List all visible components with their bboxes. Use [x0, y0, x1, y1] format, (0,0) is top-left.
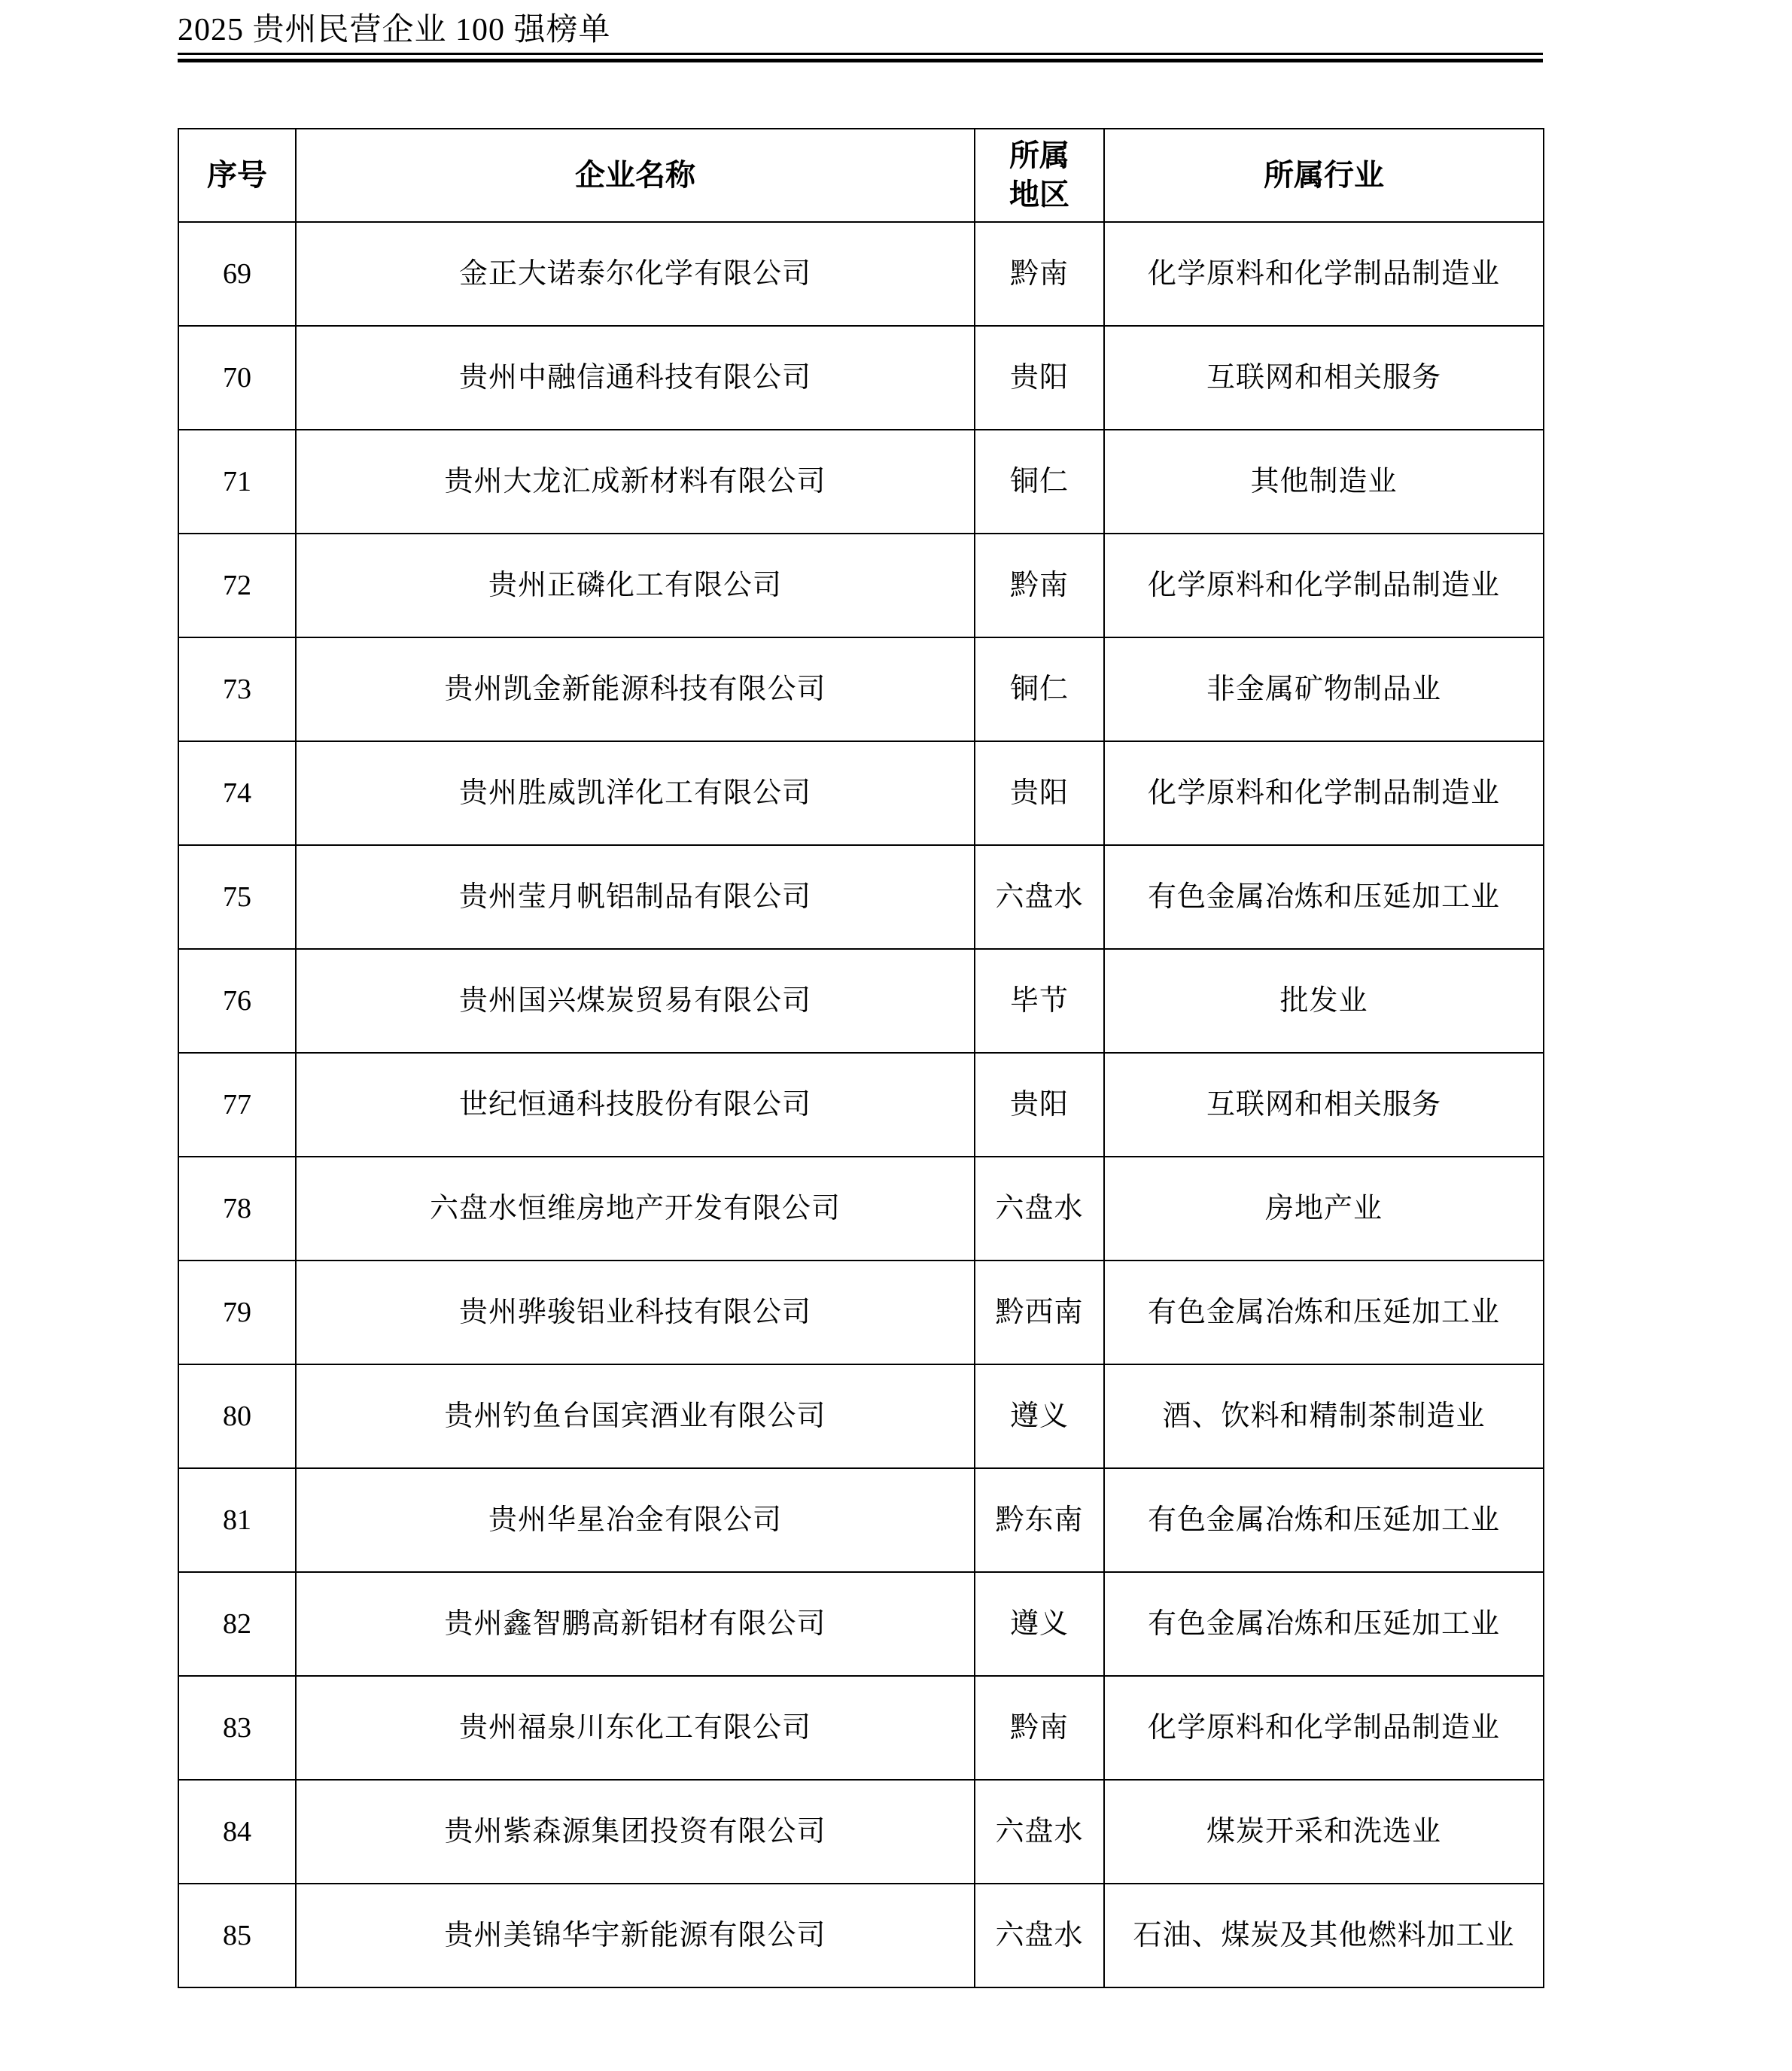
cell-enterprise-name: 贵州国兴煤炭贸易有限公司: [296, 949, 975, 1053]
cell-region: 黔西南: [975, 1261, 1104, 1364]
cell-region: 黔南: [975, 534, 1104, 637]
cell-rank: 70: [178, 326, 296, 430]
cell-rank: 84: [178, 1780, 296, 1884]
cell-region: 毕节: [975, 949, 1104, 1053]
header-double-rule: [178, 53, 1543, 62]
cell-region: 黔南: [975, 222, 1104, 326]
cell-rank: 80: [178, 1364, 296, 1468]
cell-industry: 非金属矿物制品业: [1104, 637, 1544, 741]
cell-region: 贵阳: [975, 1053, 1104, 1157]
table-row: [178, 949, 1544, 1053]
cell-industry: 煤炭开采和洗选业: [1104, 1780, 1544, 1884]
cell-industry: 化学原料和化学制品制造业: [1104, 741, 1544, 845]
cell-industry: 有色金属冶炼和压延加工业: [1104, 1261, 1544, 1364]
cell-enterprise-name: 贵州莹月帆铝制品有限公司: [296, 845, 975, 949]
cell-rank: 76: [178, 949, 296, 1053]
page-header: [178, 11, 1543, 62]
cell-rank: 69: [178, 222, 296, 326]
table-row: [178, 741, 1544, 845]
table-header: [178, 129, 1544, 222]
table-row: [178, 1364, 1544, 1468]
column-header-region-line2: 地区: [1009, 178, 1069, 212]
cell-enterprise-name: 贵州中融信通科技有限公司: [296, 326, 975, 430]
table-row: [178, 1157, 1544, 1261]
cell-industry: 化学原料和化学制品制造业: [1104, 534, 1544, 637]
column-header-region-line1: 所属: [1009, 138, 1069, 173]
table-row: [178, 1468, 1544, 1572]
cell-enterprise-name: 贵州大龙汇成新材料有限公司: [296, 430, 975, 534]
cell-enterprise-name: 贵州正磷化工有限公司: [296, 534, 975, 637]
cell-region: 六盘水: [975, 1780, 1104, 1884]
cell-rank: 78: [178, 1157, 296, 1261]
cell-enterprise-name: 金正大诺泰尔化学有限公司: [296, 222, 975, 326]
cell-industry: 批发业: [1104, 949, 1544, 1053]
cell-region: 贵阳: [975, 741, 1104, 845]
cell-enterprise-name: 贵州骅骏铝业科技有限公司: [296, 1261, 975, 1364]
column-header-industry: 所属行业: [1104, 129, 1544, 222]
cell-industry: 其他制造业: [1104, 430, 1544, 534]
cell-industry: 有色金属冶炼和压延加工业: [1104, 1468, 1544, 1572]
table-row: [178, 637, 1544, 741]
cell-rank: 81: [178, 1468, 296, 1572]
table-row: [178, 1780, 1544, 1884]
cell-rank: 75: [178, 845, 296, 949]
cell-region: 六盘水: [975, 1157, 1104, 1261]
top100-enterprises-table: [178, 128, 1544, 1988]
table-row: [178, 845, 1544, 949]
column-header-rank: 序号: [178, 129, 296, 222]
cell-industry: 有色金属冶炼和压延加工业: [1104, 1572, 1544, 1676]
cell-region: 黔南: [975, 1676, 1104, 1780]
table-row: [178, 326, 1544, 430]
cell-region: 遵义: [975, 1572, 1104, 1676]
cell-rank: 72: [178, 534, 296, 637]
cell-enterprise-name: 贵州胜威凯洋化工有限公司: [296, 741, 975, 845]
table-body: [178, 222, 1544, 1987]
cell-enterprise-name: 贵州凯金新能源科技有限公司: [296, 637, 975, 741]
cell-region: 铜仁: [975, 430, 1104, 534]
cell-enterprise-name: 世纪恒通科技股份有限公司: [296, 1053, 975, 1157]
table-row: [178, 222, 1544, 326]
cell-region: 六盘水: [975, 1884, 1104, 1987]
cell-rank: 74: [178, 741, 296, 845]
cell-industry: 房地产业: [1104, 1157, 1544, 1261]
cell-enterprise-name: 六盘水恒维房地产开发有限公司: [296, 1157, 975, 1261]
cell-rank: 71: [178, 430, 296, 534]
cell-industry: 石油、煤炭及其他燃料加工业: [1104, 1884, 1544, 1987]
table-row: [178, 534, 1544, 637]
cell-region: 六盘水: [975, 845, 1104, 949]
cell-rank: 83: [178, 1676, 296, 1780]
cell-enterprise-name: 贵州福泉川东化工有限公司: [296, 1676, 975, 1780]
cell-enterprise-name: 贵州鑫智鹏高新铝材有限公司: [296, 1572, 975, 1676]
cell-industry: 酒、饮料和精制茶制造业: [1104, 1364, 1544, 1468]
table-row: [178, 1572, 1544, 1676]
cell-industry: 互联网和相关服务: [1104, 326, 1544, 430]
cell-region: 黔东南: [975, 1468, 1104, 1572]
cell-industry: 互联网和相关服务: [1104, 1053, 1544, 1157]
cell-rank: 85: [178, 1884, 296, 1987]
cell-industry: 化学原料和化学制品制造业: [1104, 1676, 1544, 1780]
cell-industry: 有色金属冶炼和压延加工业: [1104, 845, 1544, 949]
running-title: 2025 贵州民营企业 100 强榜单: [178, 13, 611, 47]
cell-enterprise-name: 贵州钓鱼台国宾酒业有限公司: [296, 1364, 975, 1468]
table-row: [178, 1884, 1544, 1987]
cell-rank: 79: [178, 1261, 296, 1364]
table-header-row: [178, 129, 1544, 222]
cell-enterprise-name: 贵州紫森源集团投资有限公司: [296, 1780, 975, 1884]
cell-rank: 77: [178, 1053, 296, 1157]
cell-enterprise-name: 贵州华星冶金有限公司: [296, 1468, 975, 1572]
cell-rank: 73: [178, 637, 296, 741]
table-row: [178, 1261, 1544, 1364]
table-row: [178, 430, 1544, 534]
cell-industry: 化学原料和化学制品制造业: [1104, 222, 1544, 326]
cell-enterprise-name: 贵州美锦华宇新能源有限公司: [296, 1884, 975, 1987]
cell-region: 贵阳: [975, 326, 1104, 430]
column-header-enterprise-name: 企业名称: [296, 129, 975, 222]
table-row: [178, 1053, 1544, 1157]
cell-rank: 82: [178, 1572, 296, 1676]
cell-region: 遵义: [975, 1364, 1104, 1468]
cell-region: 铜仁: [975, 637, 1104, 741]
table-row: [178, 1676, 1544, 1780]
column-header-region: [975, 129, 1104, 222]
